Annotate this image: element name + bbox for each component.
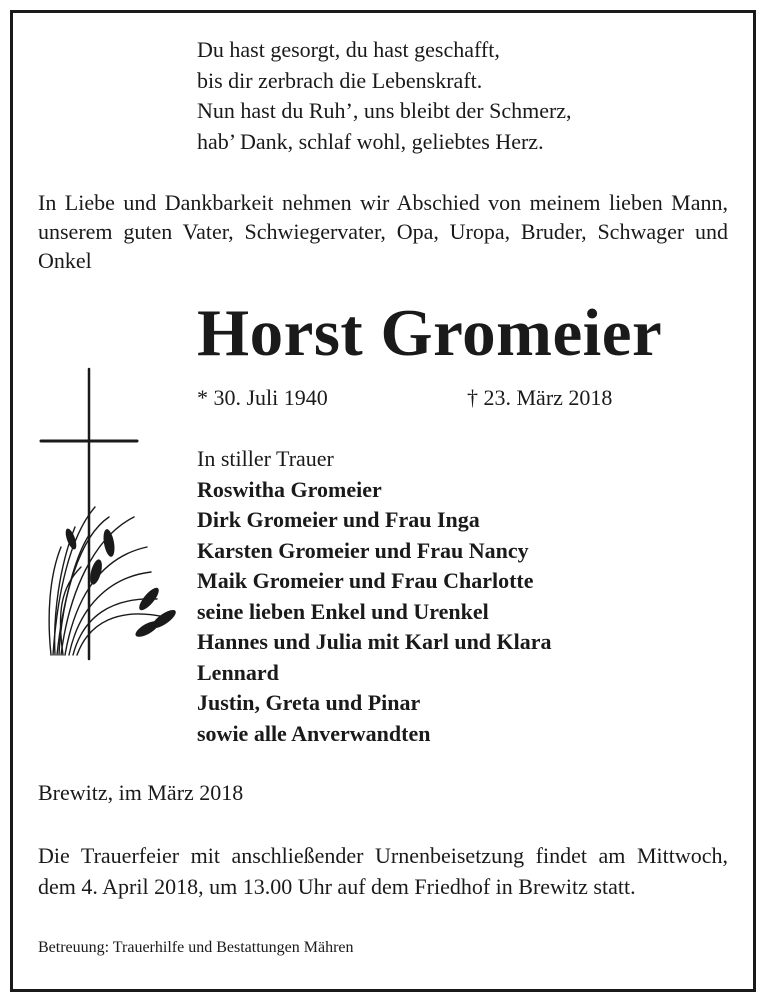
poem-line: Nun hast du Ruh’, uns bleibt der Schmerz, — [197, 98, 572, 123]
cross-with-grain-icon — [39, 367, 179, 667]
mourner-name: seine lieben Enkel und Urenkel — [197, 598, 489, 624]
obituary-notice — [10, 10, 756, 992]
mourner-name: Dirk Gromeier und Frau Inga — [197, 507, 480, 532]
death-date: † 23. März 2018 — [467, 385, 613, 410]
poem-line: bis dir zerbrach die Lebenskraft. — [197, 67, 483, 93]
mourner-name: Justin, Greta und Pinar — [197, 690, 421, 715]
undertaker-credit: Betreuung: Trauerhilfe und Bestattungen Mähren — [38, 939, 354, 956]
mourner-name: sowie alle Anverwandten — [197, 720, 431, 746]
mourner-name: Lennard — [197, 659, 279, 685]
mourners-list — [197, 444, 552, 749]
memorial-poem — [197, 35, 572, 157]
poem-line: hab’ Dank, schlaf wohl, geliebtes Herz. — [197, 128, 544, 154]
place-date: Brewitz, im März 2018 — [38, 780, 244, 805]
mourner-name: Maik Gromeier und Frau Charlotte — [197, 568, 534, 593]
mourning-intro: In stiller Trauer — [197, 446, 334, 471]
mourner-name: Hannes und Julia mit Karl und Klara — [197, 629, 552, 654]
deceased-name: Horst Gromeier — [197, 296, 663, 370]
funeral-notice: Die Trauerfeier mit anschließender Urnenbeisetzung findet am Mittwoch, dem 4. April 2018, um 13.00 Uhr auf dem Friedhof in Brewitz statt. — [38, 843, 728, 899]
farewell-intro: In Liebe und Dankbarkeit nehmen wir Abschied von meinem lieben Mann, unserem guten Vater, Schwiegervater, Opa, Uropa, Bruder, Schwager und Onkel — [38, 190, 728, 273]
poem-line: Du hast gesorgt, du hast geschafft, — [197, 37, 500, 62]
mourner-name: Karsten Gromeier und Frau Nancy — [197, 537, 529, 563]
mourner-name: Roswitha Gromeier — [197, 476, 382, 502]
birth-date: * 30. Juli 1940 — [197, 385, 328, 410]
